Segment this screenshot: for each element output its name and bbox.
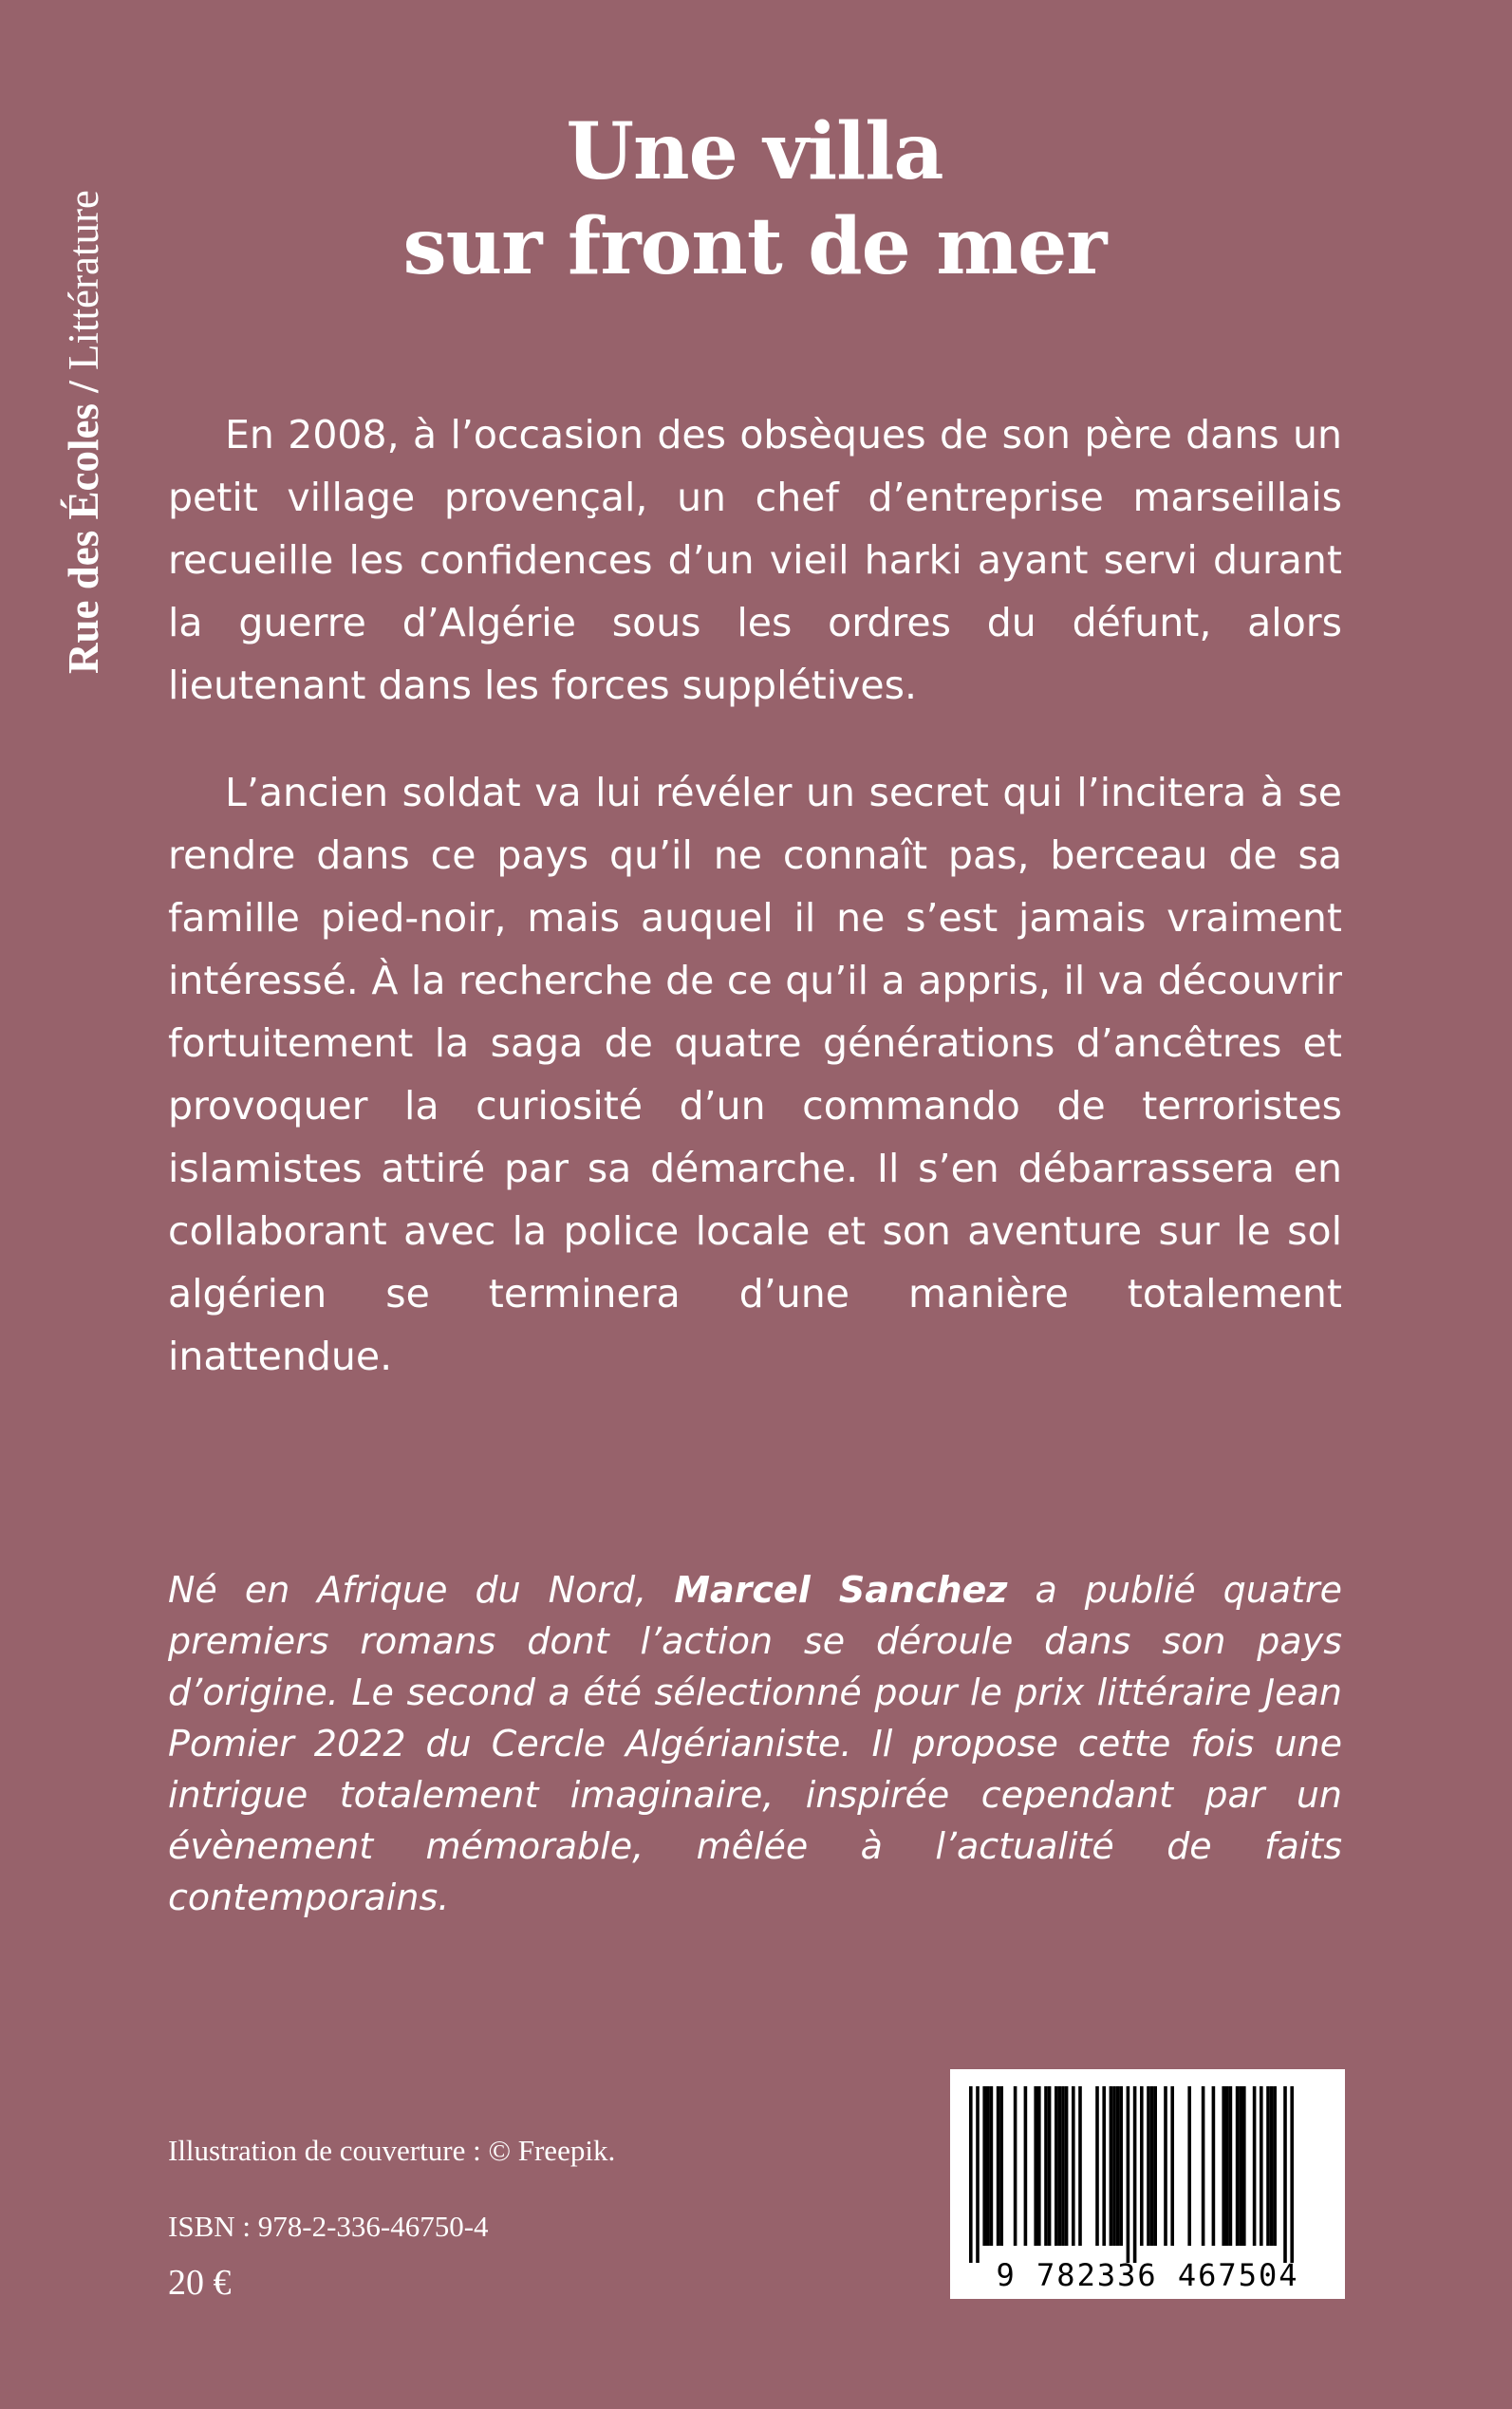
barcode-bar: [1260, 2086, 1263, 2246]
barcode-digits: 9 782336 467504: [996, 2257, 1299, 2293]
barcode-bar: [1239, 2086, 1242, 2246]
barcode-bar: [1024, 2086, 1028, 2246]
barcode-bar: [1147, 2086, 1150, 2246]
barcode-bar: [1102, 2086, 1106, 2246]
barcode-bar: [1170, 2086, 1174, 2246]
barcode-bar: [1072, 2086, 1075, 2246]
barcode-bar: [986, 2086, 990, 2246]
barcode-bar: [1236, 2086, 1240, 2246]
barcode-bar: [982, 2086, 986, 2246]
barcode-bar: [1283, 2086, 1287, 2263]
bio-intro: Né en Afrique du Nord,: [168, 1569, 675, 1611]
cover-illustration-credit: Illustration de couverture : © Freepik.: [168, 2134, 616, 2167]
barcode-bar: [1270, 2086, 1274, 2246]
price: 20 €: [168, 2263, 232, 2303]
barcode-bar: [1153, 2086, 1157, 2246]
barcode-bar: [1061, 2086, 1065, 2246]
spine-series-label: [55, 104, 112, 674]
barcode-bar: [1116, 2086, 1120, 2246]
barcode-bar: [1065, 2086, 1069, 2246]
author-bio: [168, 1564, 1342, 1923]
bio-text: a publié quatre premiers romans dont l’action se déroule dans son pays d’origine. Le second a été sélectionné pour le prix littéraire Jean Pomier 2022 du Cercle Algérianiste. Il propose cette fois une intrigue totalement imaginaire, inspirée cependant par un évènement mémorable, mêlée à l’actualité de faits contemporains.: [168, 1569, 1342, 1918]
barcode-bar: [997, 2086, 1000, 2246]
series-name: Rue des Écoles: [60, 403, 107, 674]
barcode-bar: [1112, 2086, 1116, 2246]
barcode-bar: [1253, 2086, 1257, 2246]
barcode-bar: [969, 2086, 973, 2263]
barcode-bar: [1014, 2086, 1017, 2246]
barcode-bar: [1110, 2086, 1113, 2246]
barcode-bar: [1044, 2086, 1048, 2246]
barcode-bar: [1133, 2086, 1137, 2263]
barcode-bar: [1058, 2086, 1062, 2246]
barcode-bar: [1078, 2086, 1082, 2246]
barcode-bar: [1290, 2086, 1294, 2263]
barcode-bar: [1202, 2086, 1205, 2246]
synopsis-paragraph-1: En 2008, à l’occasion des obsèques de son père dans un petit village provençal, un chef d’entreprise marseillais recueille les confidences d’un vieil harki ayant servi durant la guerre d’Algérie sous les ordres du défunt, alors lieutenant dans les forces supplétives.: [168, 412, 1342, 708]
barcode-bar: [1095, 2086, 1099, 2246]
barcode-bar: [1055, 2086, 1058, 2246]
barcode-bar: [999, 2086, 1003, 2246]
barcode-bar: [1150, 2086, 1154, 2246]
barcode-bar: [1164, 2086, 1167, 2246]
barcode-bar: [1140, 2086, 1144, 2246]
series-separator: /: [60, 369, 107, 403]
title-line-1: Une villa: [566, 106, 943, 197]
book-title: [171, 104, 1338, 294]
barcode-bar: [1266, 2086, 1270, 2246]
barcode-bar: [1273, 2086, 1277, 2246]
synopsis-paragraph-2: L’ancien soldat va lui révéler un secret qui l’incitera à se rendre dans ce pays qu’il ne connaît pas, berceau de sa famille pied-noir, mais auquel il ne s’est jamais vraiment intéressé. À la recherche de ce qu’il a appris, il va découvrir fortuitement la saga de quatre générations d’ancêtres et provoquer la curiosité d’un commando de terroristes islamistes attiré par sa démarche. Il s’en débarrassera en collaborant avec la police locale et son aventure sur le sol algérien se terminera d’une manière totalement inattendue.: [168, 770, 1342, 1379]
barcode-bar: [1212, 2086, 1216, 2246]
barcode-bar: [1127, 2086, 1130, 2263]
synopsis: [168, 403, 1342, 1432]
barcode-bar: [1229, 2086, 1233, 2246]
barcode-bar: [990, 2086, 994, 2246]
barcode-bar: [1119, 2086, 1123, 2246]
isbn: ISBN : 978-2-336-46750-4: [168, 2210, 489, 2243]
barcode-bar: [1222, 2086, 1225, 2246]
barcode-bar: [976, 2086, 980, 2263]
barcode: [950, 2069, 1345, 2299]
barcode-bar: [1037, 2086, 1041, 2246]
title-line-2: sur front de mer: [402, 201, 1107, 292]
barcode-bar: [1048, 2086, 1052, 2246]
barcode-bar: [1225, 2086, 1229, 2246]
barcode-bar: [1187, 2086, 1191, 2246]
collection-name: Littérature: [60, 190, 107, 370]
author-name: Marcel Sanchez: [674, 1569, 1008, 1611]
barcode-bar: [1242, 2086, 1246, 2246]
barcode-bar: [1034, 2086, 1037, 2246]
